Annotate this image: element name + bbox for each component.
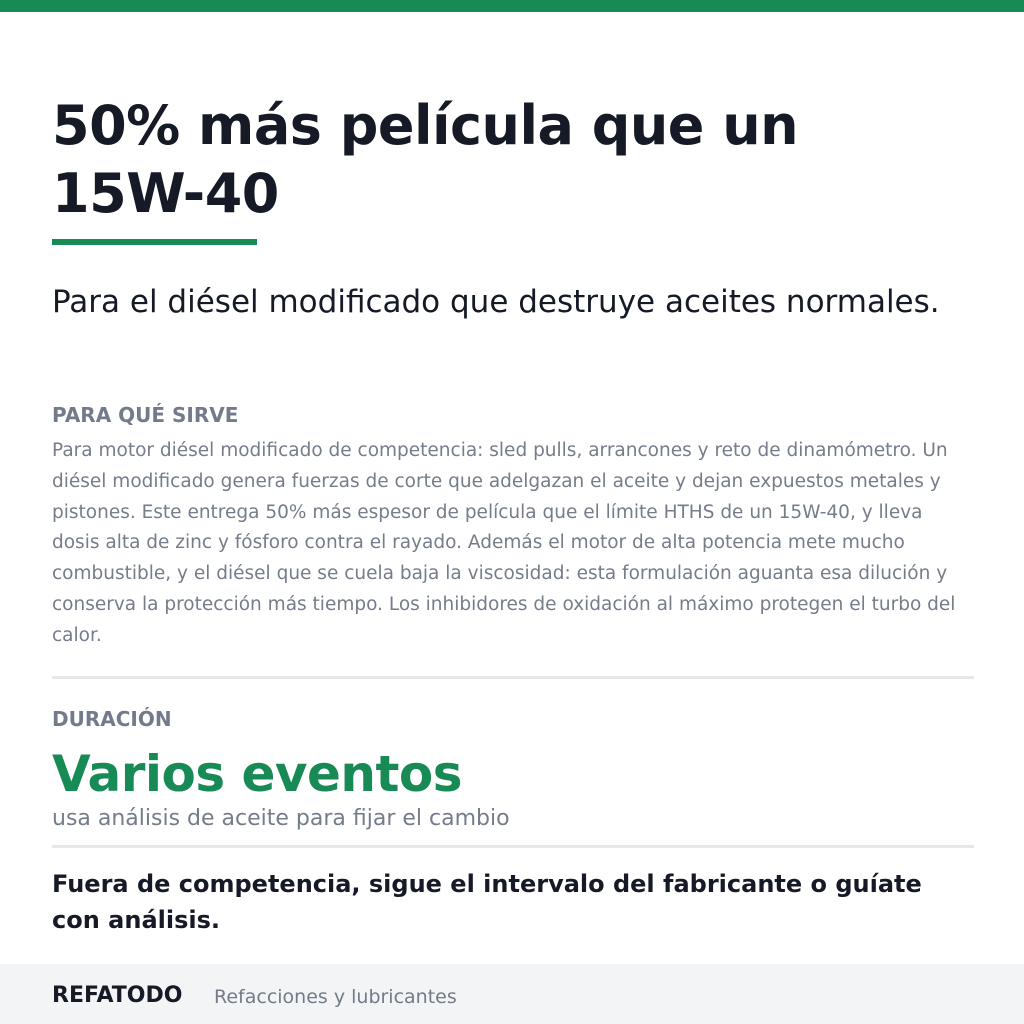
duration-label: DURACIÓN [52, 707, 172, 731]
headline-underline [52, 239, 257, 245]
headline [52, 92, 974, 228]
purpose-description: Para motor diésel modificado de competencia: sled pulls, arrancones y reto de dinamómetro. Un diésel modificado genera fuerzas de corte que adelgazan el aceite y dejan expuestos metales y pistones. Este entrega 50% más espesor de película que el límite HTHS de un 15W-40, y lleva dosis alta de zinc y fósforo contra el rayado. Además el motor de alta potencia mete mucho combustible, y el diésel que se cuela baja la viscosidad: esta formulación aguanta esa dilución y conserva la protección más tiempo. Los inhibidores de oxidación al máximo protegen el turbo del calor. [52, 440, 956, 646]
section-divider [52, 676, 974, 679]
headline-line-2: 15W-40 [52, 162, 279, 225]
brand-tagline: Refacciones y lubricantes [214, 986, 457, 1008]
brand-logo-text: REFATODO [52, 983, 183, 1008]
duration-note: usa análisis de aceite para fijar el cambio [52, 806, 510, 831]
purpose-label: PARA QUÉ SIRVE [52, 403, 239, 427]
subheadline: Para el diésel modificado que destruye aceites normales. [52, 284, 940, 320]
footer [0, 964, 1024, 1024]
duration-value: Varios eventos [52, 745, 463, 803]
footnote: Fuera de competencia, sigue el intervalo del fabricante o guíate con análisis. [52, 870, 922, 934]
section-divider [52, 845, 974, 848]
top-accent-bar [0, 0, 1024, 12]
headline-line-1: 50% más película que un [52, 94, 799, 157]
